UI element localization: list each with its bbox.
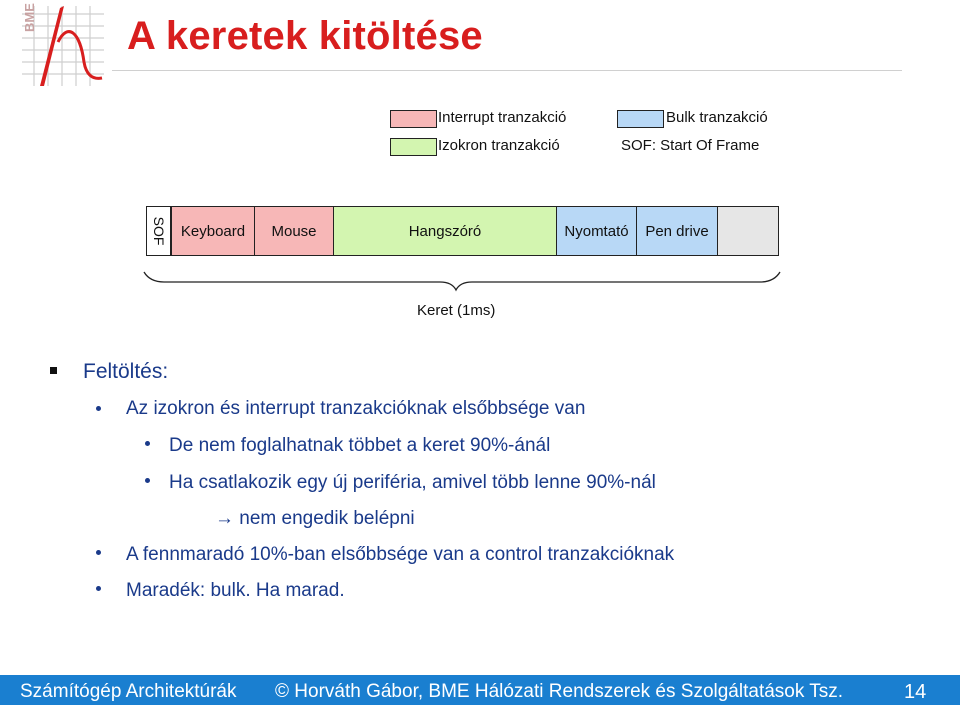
- frame-sof-cell: [146, 206, 171, 256]
- title-divider: [112, 70, 902, 71]
- list-item: Maradék: bulk. Ha marad.: [126, 580, 345, 601]
- legend-swatch-interrupt: [390, 110, 437, 128]
- legend-label-isochronous: Izokron tranzakció: [438, 137, 560, 154]
- content-heading: Feltöltés:: [83, 360, 169, 383]
- legend-label-bulk: Bulk tranzakció: [666, 109, 768, 126]
- list-item: Ha csatlakozik egy új periféria, amivel több lenne 90%-nál: [169, 472, 656, 493]
- legend-label-interrupt: Interrupt tranzakció: [438, 109, 567, 126]
- footer-author: © Horváth Gábor, BME Hálózati Rendszerek és Szolgáltatások Tsz.: [275, 681, 844, 702]
- legend-label-sof: SOF: Start Of Frame: [621, 137, 760, 154]
- frame-cell-speaker: Hangszóró: [333, 206, 557, 256]
- footer-course: Számítógép Architektúrák: [20, 681, 237, 702]
- frame-cell-keyboard: Keyboard: [171, 206, 255, 256]
- list-item: De nem foglalhatnak többet a keret 90%-ánál: [169, 435, 551, 456]
- legend-swatch-bulk: [617, 110, 664, 128]
- bullet-dot-icon: [96, 406, 101, 411]
- legend-swatch-isochronous: [390, 138, 437, 156]
- frame-brace: [140, 268, 790, 298]
- frame-cell-pendrive: Pen drive: [636, 206, 718, 256]
- list-item: A fennmaradó 10%-ban elsőbbsége van a control tranzakcióknak: [126, 544, 675, 565]
- bme-logo: [18, 2, 108, 88]
- bullet-dot-icon: [145, 478, 150, 483]
- list-item: Az izokron és interrupt tranzakcióknak elsőbbsége van: [126, 398, 586, 419]
- square-bullet-icon: [50, 367, 57, 374]
- frame-sof-label: SOF: [150, 216, 167, 246]
- frame-caption: Keret (1ms): [417, 302, 496, 319]
- bullet-dot-icon: [96, 550, 101, 555]
- frame-cell-empty: [717, 206, 779, 256]
- bullet-dot-icon: [145, 441, 150, 446]
- list-item: → nem engedik belépni: [215, 508, 415, 529]
- bullet-dot-icon: [96, 586, 101, 591]
- page-number: 14: [904, 681, 927, 703]
- frame-cell-printer: Nyomtató: [556, 206, 637, 256]
- frame-cell-mouse: Mouse: [254, 206, 334, 256]
- page-title: A keretek kitöltése: [127, 14, 483, 58]
- logo-text: BME: [22, 3, 37, 32]
